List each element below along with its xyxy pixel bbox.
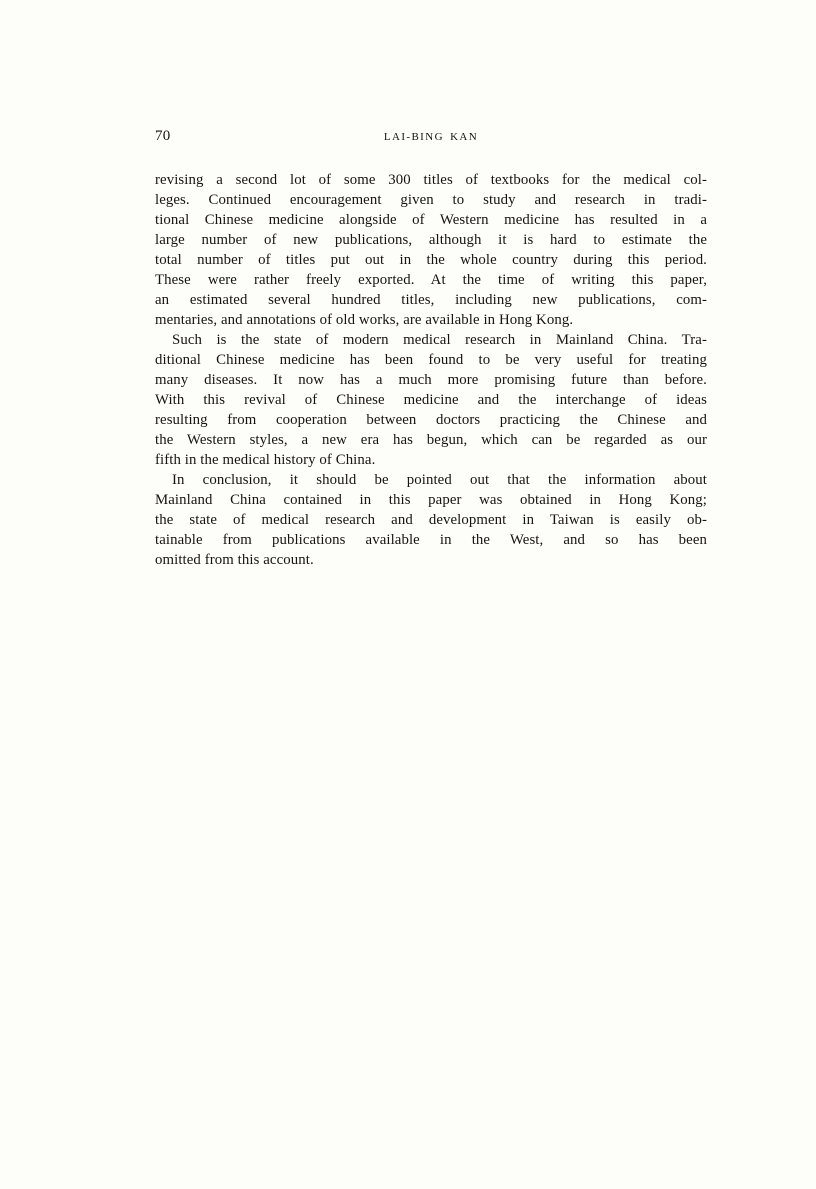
running-header-title: LAI-BING KAN bbox=[383, 131, 479, 143]
text-line: the Western styles, a new era has begun, which can be regarded as our bbox=[155, 432, 707, 448]
text-line: Mainland China contained in this paper was obtained in Hong Kong; bbox=[155, 492, 707, 508]
paragraph bbox=[155, 470, 707, 570]
paragraph bbox=[155, 170, 707, 330]
text-line: an estimated several hundred titles, including new publications, com- bbox=[155, 292, 707, 308]
text-line: tional Chinese medicine alongside of Western medicine has resulted in a bbox=[155, 212, 707, 228]
text-line: resulting from cooperation between doctors practicing the Chinese and bbox=[155, 412, 707, 428]
text-line: tainable from publications available in the West, and so has been bbox=[155, 532, 707, 548]
text-line: total number of titles put out in the whole country during this period. bbox=[155, 252, 707, 268]
running-head bbox=[155, 128, 707, 148]
page-number: 70 bbox=[155, 128, 171, 144]
text-block bbox=[155, 128, 707, 570]
body-text bbox=[155, 170, 707, 570]
text-line: fifth in the medical history of China. bbox=[155, 452, 376, 468]
text-line: With this revival of Chinese medicine and the interchange of ideas bbox=[155, 392, 707, 408]
text-line: Such is the state of modern medical research in Mainland China. Tra- bbox=[172, 332, 707, 348]
text-line: the state of medical research and development in Taiwan is easily ob- bbox=[155, 512, 707, 528]
text-line: mentaries, and annotations of old works, are available in Hong Kong. bbox=[155, 312, 574, 328]
text-line: large number of new publications, although it is hard to estimate the bbox=[155, 232, 707, 248]
text-line: ditional Chinese medicine has been found to be very useful for treating bbox=[155, 352, 707, 368]
paragraph bbox=[155, 330, 707, 470]
text-line: In conclusion, it should be pointed out that the information about bbox=[172, 472, 707, 488]
text-line: revising a second lot of some 300 titles of textbooks for the medical col- bbox=[155, 172, 707, 188]
text-line: many diseases. It now has a much more promising future than before. bbox=[155, 372, 707, 388]
text-line: leges. Continued encouragement given to study and research in tradi- bbox=[155, 192, 707, 208]
text-line: omitted from this account. bbox=[155, 552, 314, 568]
text-line: These were rather freely exported. At the time of writing this paper, bbox=[155, 272, 707, 288]
